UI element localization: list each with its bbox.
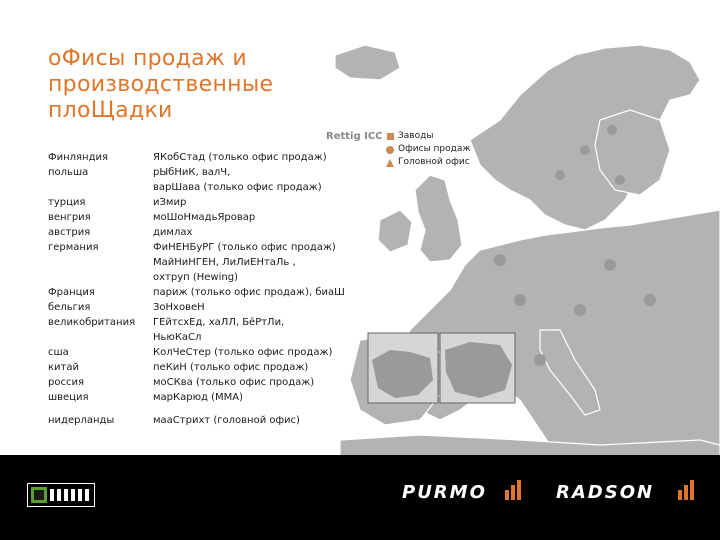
- site-row: [48, 240, 345, 255]
- site-places: ГЕйтсхЕд, хаЛЛ, БёРтЛи,: [153, 317, 285, 328]
- site-country: великобритания: [48, 317, 136, 328]
- site-row: [48, 315, 345, 330]
- site-country: сша: [48, 347, 69, 358]
- radson-logo: RADSON: [556, 482, 655, 503]
- site-country: австрия: [48, 227, 91, 238]
- site-places: КолЧеСтер (только офис продаж): [153, 347, 333, 358]
- site-places: ЯКобСтад (только офис продаж): [153, 152, 327, 163]
- site-country: россия: [48, 377, 84, 388]
- site-places: моСКва (только офис продаж): [153, 377, 315, 388]
- site-row: [48, 195, 345, 210]
- title-line: производственные: [48, 72, 274, 97]
- purmo-logo: PURMO: [402, 482, 487, 503]
- site-row: [48, 375, 345, 390]
- site-row: [48, 225, 345, 240]
- site-places: варШава (только офис продаж): [153, 182, 322, 193]
- circle-icon: [386, 146, 394, 154]
- legend-item: [386, 156, 471, 169]
- site-row: [48, 180, 345, 195]
- site-places: ЗоНховеН: [153, 302, 205, 313]
- site-places: иЗмир: [153, 197, 187, 208]
- site-row: [48, 345, 345, 360]
- site-country: [48, 180, 153, 195]
- legend-item: [386, 130, 471, 143]
- site-country: [48, 255, 153, 270]
- purmo-flame-icon: [503, 478, 525, 502]
- site-row: [48, 360, 345, 375]
- site-places: париж (только офис продаж), биаШ: [153, 287, 345, 298]
- title-line: плоЩадки: [48, 98, 173, 123]
- site-country: [48, 330, 153, 345]
- site-row: [48, 255, 345, 270]
- site-places: ФиНЕНБуРГ (только офис продаж): [153, 242, 336, 253]
- legend-label: Офисы продаж: [398, 144, 471, 154]
- site-places: рЫбНиК, валЧ,: [153, 167, 231, 178]
- site-places: марКарюд (ММА): [153, 392, 244, 403]
- sites-list: [48, 150, 345, 428]
- legend-label: Заводы: [398, 131, 434, 141]
- site-row: [48, 210, 345, 225]
- site-places: пеКиН (только офис продаж): [153, 362, 309, 373]
- site-row: [48, 285, 345, 300]
- legend-items: [386, 130, 471, 169]
- site-row: [48, 413, 345, 428]
- site-places: МайНиНГЕН, ЛиЛиЕНтаЛь ,: [153, 257, 296, 268]
- title-line: оФисы продаж и: [48, 46, 247, 71]
- site-country: германия: [48, 242, 99, 253]
- site-row: [48, 330, 345, 345]
- site-country: Франция: [48, 287, 95, 298]
- site-places: димлах: [153, 227, 193, 238]
- legend-label: Головной офис: [398, 157, 470, 167]
- site-row: [48, 390, 345, 405]
- radson-flame-icon: [676, 478, 698, 502]
- legend-item: [386, 143, 471, 156]
- site-row: [48, 150, 345, 165]
- square-icon: [387, 133, 394, 140]
- site-places: моШоНмадьЯровар: [153, 212, 256, 223]
- page-title: [48, 46, 348, 124]
- uk-shape: [415, 175, 462, 262]
- site-country: нидерланды: [48, 415, 115, 426]
- site-country: венгрия: [48, 212, 91, 223]
- site-country: польша: [48, 167, 89, 178]
- site-country: [48, 270, 153, 285]
- site-country: швеция: [48, 392, 89, 403]
- site-country: Финляндия: [48, 152, 109, 163]
- ireland-shape: [378, 210, 412, 252]
- site-country: турция: [48, 197, 86, 208]
- site-row: [48, 165, 345, 180]
- legend-logo: Rettig ICC: [326, 131, 383, 142]
- site-places: охтруп (Hewing): [153, 272, 238, 283]
- site-country: китай: [48, 362, 79, 373]
- site-country: бельгия: [48, 302, 91, 313]
- site-row: [48, 270, 345, 285]
- triangle-icon: [386, 159, 394, 167]
- rettig-logo: [27, 483, 95, 507]
- site-row: [48, 300, 345, 315]
- site-places: НьюКаСл: [153, 332, 202, 343]
- site-places: мааСтрихт (головной офис): [153, 415, 300, 426]
